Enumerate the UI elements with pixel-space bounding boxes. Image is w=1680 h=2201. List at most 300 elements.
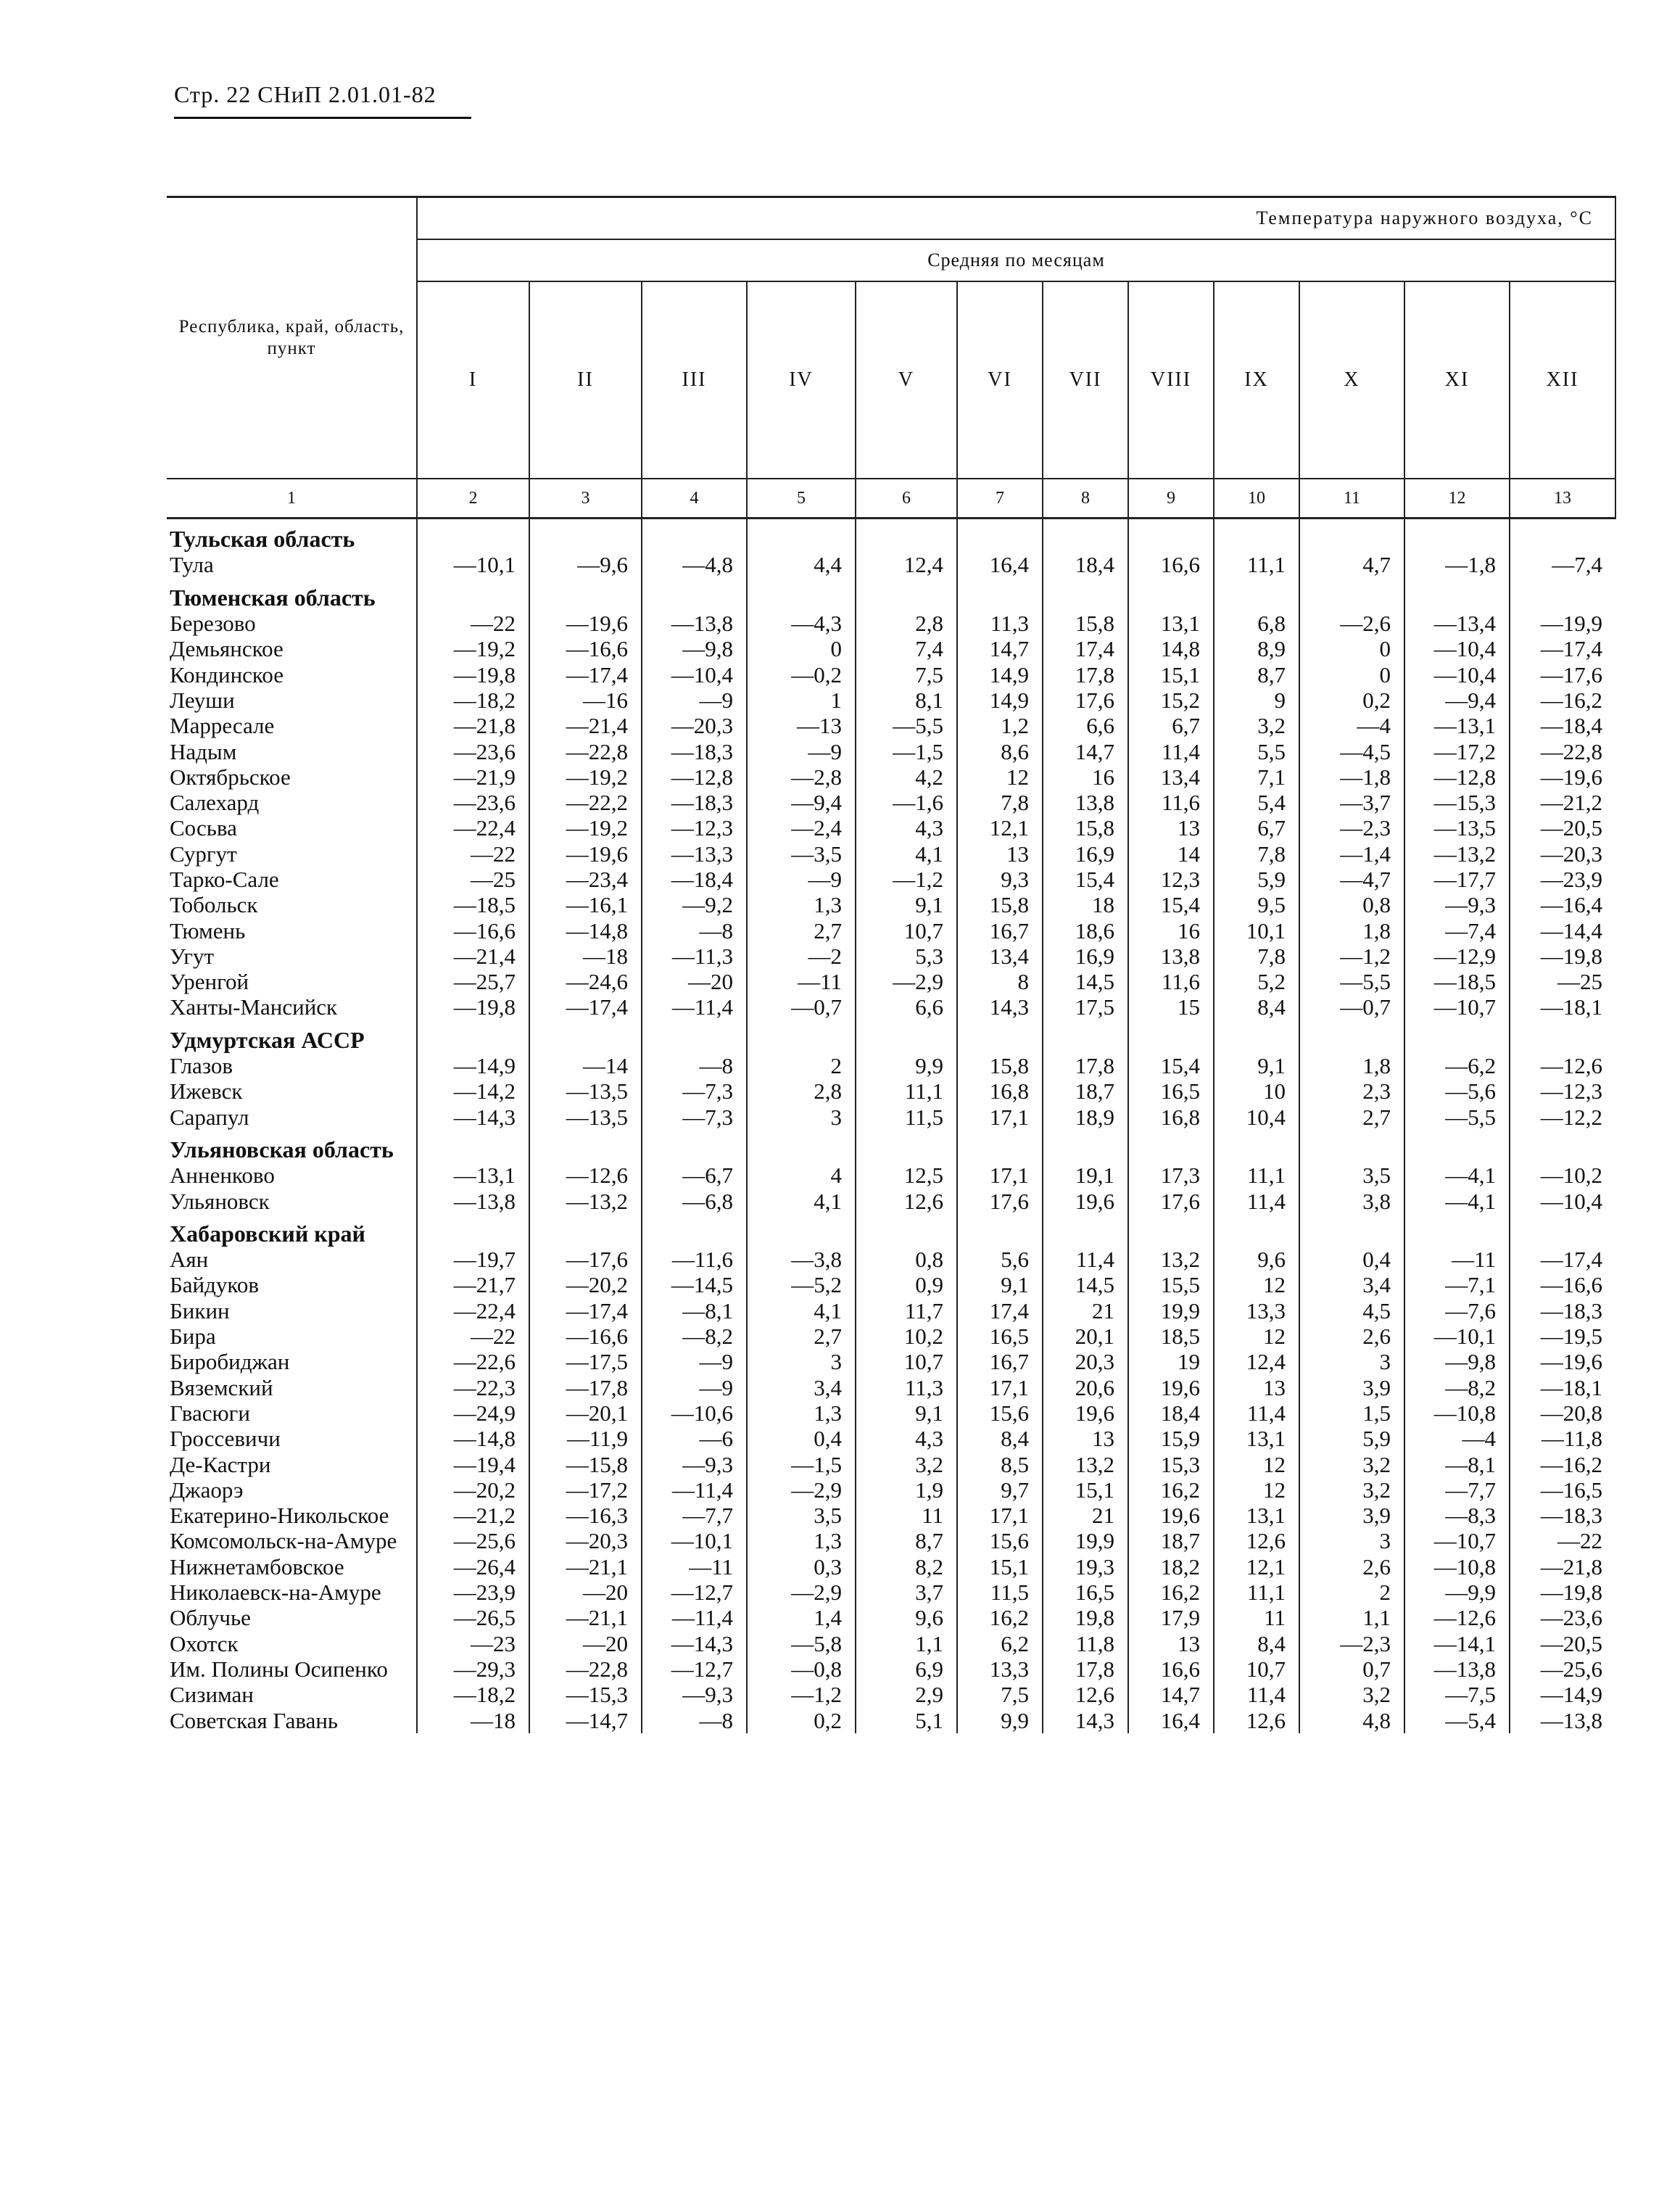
temperature-cell: —18,3 [1510, 1298, 1615, 1324]
place-name: Ханты-Мансийск [170, 994, 338, 1020]
temperature-cell: 11,1 [1214, 1163, 1299, 1188]
temperature-cell: —13,8 [1404, 1656, 1510, 1682]
temperature-cell: 13 [1128, 815, 1214, 841]
temperature-cell: —5,2 [747, 1272, 856, 1297]
temperature-cell: —5,4 [1404, 1707, 1510, 1733]
temperature-cell: —10,1 [417, 552, 529, 577]
temperature-cell: 1,9 [856, 1477, 957, 1503]
temperature-cell [1214, 1214, 1299, 1247]
temperature-cell: 11,1 [1214, 552, 1299, 577]
temperature-cell: 13 [1043, 1426, 1128, 1451]
temperature-cell: —7,3 [642, 1104, 747, 1130]
temperature-cell: —18,3 [642, 738, 747, 764]
temperature-cell [957, 1214, 1043, 1247]
temperature-cell: 4,3 [856, 1426, 957, 1451]
temperature-cell: 5,9 [1299, 1426, 1404, 1451]
temperature-cell: 3,2 [1299, 1682, 1404, 1707]
temperature-cell: 1,8 [1299, 917, 1404, 943]
temperature-cell [1510, 1214, 1615, 1247]
temperature-cell: 10,7 [856, 917, 957, 943]
temperature-cell: 8,7 [1214, 661, 1299, 687]
place-name: Екатерино-Никольское [170, 1503, 389, 1529]
temperature-cell: 15,4 [1128, 892, 1214, 917]
temperature-cell: 12 [1214, 1272, 1299, 1297]
temperature-cell: —17,7 [1404, 867, 1510, 892]
temperature-cell: 14,9 [957, 687, 1043, 713]
temperature-cell: —22,6 [417, 1349, 529, 1374]
temperature-cell: —15,3 [1404, 790, 1510, 815]
temperature-cell: —20,2 [417, 1477, 529, 1503]
temperature-cell: —12,3 [1510, 1078, 1615, 1104]
temperature-cell: —10,4 [1404, 661, 1510, 687]
temperature-cell: 15,8 [1043, 815, 1128, 841]
temperature-cell: —12,3 [642, 815, 747, 841]
temperature-cell: 11,7 [856, 1298, 957, 1324]
temperature-cell: 16,4 [1128, 1707, 1214, 1733]
temperature-cell: 15,2 [1128, 687, 1214, 713]
temperature-cell: —19,5 [1510, 1324, 1615, 1349]
temperature-cell: —19,4 [417, 1451, 529, 1477]
place-name: Тарко-Сале [170, 867, 279, 892]
temperature-cell: 12 [1214, 1324, 1299, 1349]
place-name: Советская Гавань [170, 1707, 339, 1733]
temperature-cell: 9,1 [856, 1400, 957, 1426]
temperature-cell: —11 [642, 1554, 747, 1579]
temperature-cell: —2,3 [1299, 815, 1404, 841]
temperature-cell: —0,2 [747, 661, 856, 687]
temperature-cell: —8,3 [1404, 1503, 1510, 1528]
temperature-cell: 12,6 [1043, 1682, 1128, 1707]
column-number: 1 [167, 479, 417, 519]
table-row [167, 764, 1615, 790]
temperature-cell: —9,3 [642, 1682, 747, 1707]
temperature-cell: —18,3 [642, 790, 747, 815]
temperature-cell: 7,5 [856, 661, 957, 687]
temperature-cell: —11,9 [529, 1426, 642, 1451]
temperature-cell: 11,4 [1043, 1247, 1128, 1272]
temperature-cell: —17,2 [529, 1477, 642, 1503]
place-name: Глазов [170, 1053, 233, 1079]
temperature-cell: 13 [1128, 1630, 1214, 1656]
table-row [167, 1630, 1615, 1656]
temperature-cell: —24,6 [529, 969, 642, 994]
climate-table [167, 196, 1616, 1733]
temperature-cell: 3,9 [1299, 1375, 1404, 1400]
table-row [167, 1349, 1615, 1374]
temperature-cell [529, 519, 642, 553]
temperature-cell: 16,2 [957, 1605, 1043, 1630]
temperature-cell: —29,3 [417, 1656, 529, 1682]
temperature-cell: —3,7 [1299, 790, 1404, 815]
place-name: Березово [170, 611, 256, 637]
temperature-cell: 16,5 [1043, 1579, 1128, 1605]
month-header: II [529, 281, 642, 479]
temperature-cell: —9,8 [642, 636, 747, 661]
temperature-cell [642, 1214, 747, 1247]
temperature-cell: 7,4 [856, 636, 957, 661]
temperature-cell: —19,6 [529, 841, 642, 867]
place-name: Гвасюги [170, 1400, 250, 1426]
temperature-cell: —15,3 [529, 1682, 642, 1707]
temperature-cell: —12,8 [1404, 764, 1510, 790]
temperature-cell: —13,3 [642, 841, 747, 867]
temperature-cell: 15,1 [1043, 1477, 1128, 1503]
temperature-cell: 15,8 [957, 1053, 1043, 1078]
temperature-cell: —9 [642, 1375, 747, 1400]
temperature-cell: —16,1 [529, 892, 642, 917]
temperature-cell: 12,1 [957, 815, 1043, 841]
temperature-cell: —12,6 [1404, 1605, 1510, 1630]
temperature-cell: —8 [642, 1707, 747, 1733]
temperature-cell: —21,7 [417, 1272, 529, 1297]
temperature-cell: 16,6 [1128, 552, 1214, 577]
temperature-cell: 15,5 [1128, 1272, 1214, 1297]
place-name: Тобольск [170, 892, 258, 918]
temperature-cell: —17,5 [529, 1349, 642, 1374]
temperature-cell: —19,8 [1510, 943, 1615, 969]
temperature-cell [417, 578, 529, 611]
temperature-cell: 11,5 [957, 1579, 1043, 1605]
temperature-cell: —17,4 [1510, 1247, 1615, 1272]
temperature-cell: —14,8 [529, 917, 642, 943]
temperature-cell: —9,4 [747, 790, 856, 815]
temperature-cell: —14,3 [642, 1630, 747, 1656]
temperature-cell [642, 578, 747, 611]
place-name: Салехард [170, 790, 260, 816]
table-row [167, 1477, 1615, 1503]
temperature-cell: 17,1 [957, 1375, 1043, 1400]
month-header: VII [1043, 281, 1128, 479]
temperature-cell: 17,8 [1043, 1656, 1128, 1682]
temperature-cell: 3 [747, 1349, 856, 1374]
column-number: 10 [1214, 479, 1299, 519]
temperature-cell: 17,9 [1128, 1605, 1214, 1630]
temperature-cell: —8,2 [642, 1324, 747, 1349]
temperature-cell: 6,7 [1214, 815, 1299, 841]
temperature-cell: 12,3 [1128, 867, 1214, 892]
temperature-cell [856, 1020, 957, 1053]
temperature-cell: 17,4 [957, 1298, 1043, 1324]
table-row [167, 917, 1615, 943]
temperature-cell: —11,4 [642, 1605, 747, 1630]
temperature-cell: 9,7 [957, 1477, 1043, 1503]
temperature-cell: 13,8 [1043, 790, 1128, 815]
temperature-cell: 16,9 [1043, 943, 1128, 969]
temperature-cell [957, 578, 1043, 611]
temperature-cell: 15 [1128, 994, 1214, 1020]
temperature-cell: —22,8 [529, 738, 642, 764]
temperature-cell: —8,2 [1404, 1375, 1510, 1400]
temperature-cell: 9,1 [856, 892, 957, 917]
temperature-cell: 19,6 [1043, 1188, 1128, 1213]
temperature-cell: —9,3 [642, 1451, 747, 1477]
temperature-cell: —16,2 [1510, 687, 1615, 713]
temperature-cell: —18,1 [1510, 1375, 1615, 1400]
temperature-cell: —23 [417, 1630, 529, 1656]
temperature-cell: 16,2 [1128, 1579, 1214, 1605]
temperature-cell: 11,1 [1214, 1579, 1299, 1605]
temperature-cell: —25,6 [417, 1528, 529, 1553]
temperature-cell: 15,4 [1043, 867, 1128, 892]
temperature-cell: 18,7 [1043, 1078, 1128, 1104]
temperature-cell: 11,6 [1128, 969, 1214, 994]
temperature-cell: 13,3 [957, 1656, 1043, 1682]
temperature-cell: 13,8 [1128, 943, 1214, 969]
temperature-cell: —22 [417, 841, 529, 867]
temperature-cell: —22 [1510, 1528, 1615, 1553]
temperature-cell: —13,1 [1404, 713, 1510, 738]
temperature-cell: 11,4 [1128, 738, 1214, 764]
table-row [167, 841, 1615, 867]
temperature-cell: —11 [747, 969, 856, 994]
temperature-cell: —4,7 [1299, 867, 1404, 892]
temperature-cell: —10,7 [1404, 1528, 1510, 1553]
temperature-cell: —12,6 [529, 1163, 642, 1188]
table-row [167, 815, 1615, 841]
temperature-cell: —22,3 [417, 1375, 529, 1400]
place-name: Джаорэ [170, 1477, 244, 1503]
temperature-cell: 13,1 [1128, 611, 1214, 636]
temperature-cell: 0,2 [747, 1707, 856, 1733]
temperature-cell: —11,4 [642, 1477, 747, 1503]
temperature-cell: 13,3 [1214, 1298, 1299, 1324]
temperature-cell: 8,4 [957, 1426, 1043, 1451]
temperature-cell: 5,3 [856, 943, 957, 969]
temperature-cell: 1,5 [1299, 1400, 1404, 1426]
place-name: Ижевск [170, 1078, 243, 1104]
temperature-cell: —16,3 [529, 1503, 642, 1528]
place-name: Уренгой [170, 969, 249, 995]
temperature-cell: 0,7 [1299, 1656, 1404, 1682]
month-header: V [856, 281, 957, 479]
month-header: IV [747, 281, 856, 479]
temperature-cell: 5,2 [1214, 969, 1299, 994]
temperature-cell: 8,4 [1214, 994, 1299, 1020]
temperature-cell: —12,7 [642, 1656, 747, 1682]
table-row [167, 1426, 1615, 1451]
table-row [167, 790, 1615, 815]
place-name: Де-Кастри [170, 1451, 271, 1477]
temperature-cell: —2,3 [1299, 1630, 1404, 1656]
temperature-cell: —13 [747, 713, 856, 738]
temperature-cell: —25,7 [417, 969, 529, 994]
temperature-cell: —19,8 [1510, 1579, 1615, 1605]
temperature-cell: 8,6 [957, 738, 1043, 764]
temperature-cell: —19,9 [1510, 611, 1615, 636]
temperature-cell: 13,2 [1043, 1451, 1128, 1477]
temperature-cell: —17,6 [529, 1247, 642, 1272]
temperature-cell: 11,6 [1128, 790, 1214, 815]
temperature-cell: 16 [1043, 764, 1128, 790]
temperature-cell: 16 [1128, 917, 1214, 943]
temperature-cell: —2,6 [1299, 611, 1404, 636]
temperature-cell: 12,6 [1214, 1528, 1299, 1553]
temperature-cell: 3,2 [1214, 713, 1299, 738]
temperature-cell: 9,3 [957, 867, 1043, 892]
temperature-cell [957, 1020, 1043, 1053]
temperature-cell: 11,5 [856, 1104, 957, 1130]
temperature-cell: 12,4 [1214, 1349, 1299, 1374]
temperature-cell: —18,4 [1510, 713, 1615, 738]
temperature-cell: —9 [747, 738, 856, 764]
temperature-cell: —10,8 [1404, 1400, 1510, 1426]
temperature-cell: —17,8 [529, 1375, 642, 1400]
temperature-cell [1214, 578, 1299, 611]
temperature-cell: —16,6 [417, 917, 529, 943]
temperature-cell: —21,2 [417, 1503, 529, 1528]
temperature-cell [856, 578, 957, 611]
temperature-cell: —23,9 [1510, 867, 1615, 892]
table-row [167, 867, 1615, 892]
place-name: Охотск [170, 1630, 239, 1656]
table-row [167, 892, 1615, 917]
temperature-cell: 19,8 [1043, 1605, 1128, 1630]
temperature-cell [529, 1214, 642, 1247]
temperature-cell: 3,8 [1299, 1188, 1404, 1213]
temperature-cell: —22 [417, 611, 529, 636]
temperature-cell: —25 [417, 867, 529, 892]
table-row [167, 1247, 1615, 1272]
temperature-cell: 15,6 [957, 1528, 1043, 1553]
region-row [167, 1130, 1615, 1163]
temperature-cell [1510, 1020, 1615, 1053]
temperature-cell: —13,5 [1404, 815, 1510, 841]
temperature-cell: 1,3 [747, 1528, 856, 1553]
temperature-cell: 1,3 [747, 892, 856, 917]
temperature-cell: —1,5 [856, 738, 957, 764]
temperature-cell: —16,6 [529, 636, 642, 661]
temperature-cell: —10,4 [1510, 1188, 1615, 1213]
temperature-cell: —1,4 [1299, 841, 1404, 867]
temperature-cell: —20 [642, 969, 747, 994]
table-row [167, 1707, 1615, 1733]
temperature-cell [1299, 1020, 1404, 1053]
temperature-cell [642, 1130, 747, 1163]
temperature-cell: 1,4 [747, 1605, 856, 1630]
temperature-cell: 11,4 [1214, 1682, 1299, 1707]
table-row [167, 1528, 1615, 1553]
temperature-cell: 8,5 [957, 1451, 1043, 1477]
temperature-cell: —17,4 [1510, 636, 1615, 661]
temperature-cell: 18 [1043, 892, 1128, 917]
temperature-cell: —12,7 [642, 1579, 747, 1605]
temperature-cell: —0,7 [747, 994, 856, 1020]
temperature-cell: 8,2 [856, 1554, 957, 1579]
temperature-cell [529, 578, 642, 611]
temperature-cell [1404, 1214, 1510, 1247]
place-name: Сизиман [170, 1682, 254, 1708]
temperature-cell: 14,5 [1043, 1272, 1128, 1297]
temperature-cell: —14,7 [529, 1707, 642, 1733]
temperature-cell: 21 [1043, 1298, 1128, 1324]
temperature-cell: 6,8 [1214, 611, 1299, 636]
temperature-cell: 9,9 [856, 1053, 957, 1078]
temperature-cell: 15,8 [957, 892, 1043, 917]
temperature-cell: 20,6 [1043, 1375, 1128, 1400]
temperature-cell: 14,3 [1043, 1707, 1128, 1733]
temperature-cell: 9,6 [1214, 1247, 1299, 1272]
temperature-cell [1043, 1020, 1128, 1053]
temperature-cell: 13,2 [1128, 1247, 1214, 1272]
temperature-cell: 15,1 [1128, 661, 1214, 687]
temperature-cell: 14,7 [957, 636, 1043, 661]
temperature-cell: —14,5 [642, 1272, 747, 1297]
temperature-cell: —25,6 [1510, 1656, 1615, 1682]
temperature-cell: 3 [1299, 1349, 1404, 1374]
temperature-cell: —14,2 [417, 1078, 529, 1104]
temperature-cell [1043, 1130, 1128, 1163]
temperature-cell: 12 [1214, 1451, 1299, 1477]
temperature-cell [1404, 1130, 1510, 1163]
region-row [167, 519, 1615, 553]
temperature-cell: —1,8 [1299, 764, 1404, 790]
temperature-cell: —17,4 [529, 1298, 642, 1324]
temperature-cell: 7,8 [957, 790, 1043, 815]
temperature-cell: —10,4 [642, 661, 747, 687]
temperature-cell: 10,2 [856, 1324, 957, 1349]
temperature-cell: 17,1 [957, 1163, 1043, 1188]
temperature-cell: —16,2 [1510, 1451, 1615, 1477]
temperature-cell: 2,6 [1299, 1554, 1404, 1579]
temperature-cell: —1,6 [856, 790, 957, 815]
place-name: Октябрьское [170, 764, 291, 790]
temperature-cell: —8,1 [1404, 1451, 1510, 1477]
table-row [167, 994, 1615, 1020]
temperature-cell [1128, 519, 1214, 553]
temperature-cell: 18,6 [1043, 917, 1128, 943]
temperature-cell: 17,4 [1043, 636, 1128, 661]
temperature-cell: 4,8 [1299, 1707, 1404, 1733]
place-name: Леуши [170, 687, 235, 713]
temperature-cell: —18 [417, 1707, 529, 1733]
temperature-cell: —9 [642, 687, 747, 713]
temperature-cell: —7,7 [1404, 1477, 1510, 1503]
temperature-cell: 0,3 [747, 1554, 856, 1579]
temperature-cell: —7,4 [1404, 917, 1510, 943]
temperature-cell [1128, 1130, 1214, 1163]
temperature-cell: —5,5 [856, 713, 957, 738]
temperature-cell: 12,6 [1214, 1707, 1299, 1733]
temperature-cell: 6,7 [1128, 713, 1214, 738]
temperature-cell: 13 [957, 841, 1043, 867]
temperature-cell: —1,2 [1299, 943, 1404, 969]
temperature-cell: —10,2 [1510, 1163, 1615, 1188]
temperature-cell: 2,9 [856, 1682, 957, 1707]
temperature-cell: 18,4 [1128, 1400, 1214, 1426]
temperature-cell: 19 [1128, 1349, 1214, 1374]
temperature-cell: 0,4 [1299, 1247, 1404, 1272]
temperature-cell: —19,2 [529, 815, 642, 841]
table-row [167, 1400, 1615, 1426]
place-name: Николаевск-на-Амуре [170, 1579, 381, 1606]
temperature-cell: —22 [417, 1324, 529, 1349]
temperature-cell: —14,8 [417, 1426, 529, 1451]
temperature-cell: 3,2 [1299, 1451, 1404, 1477]
month-header: I [417, 281, 529, 479]
temperature-cell: 17,6 [1043, 687, 1128, 713]
place-name: Комсомольск-на-Амуре [170, 1528, 397, 1554]
temperature-cell: —25 [1510, 969, 1615, 994]
group-header: Средняя по месяцам [417, 239, 1615, 281]
temperature-cell [1043, 519, 1128, 553]
temperature-cell: 11 [1214, 1605, 1299, 1630]
temperature-cell: —8,1 [642, 1298, 747, 1324]
temperature-cell: 3 [1299, 1528, 1404, 1553]
temperature-cell: 5,6 [957, 1247, 1043, 1272]
temperature-cell: —19,6 [1510, 1349, 1615, 1374]
temperature-cell: 19,6 [1128, 1503, 1214, 1528]
temperature-cell: 4,2 [856, 764, 957, 790]
